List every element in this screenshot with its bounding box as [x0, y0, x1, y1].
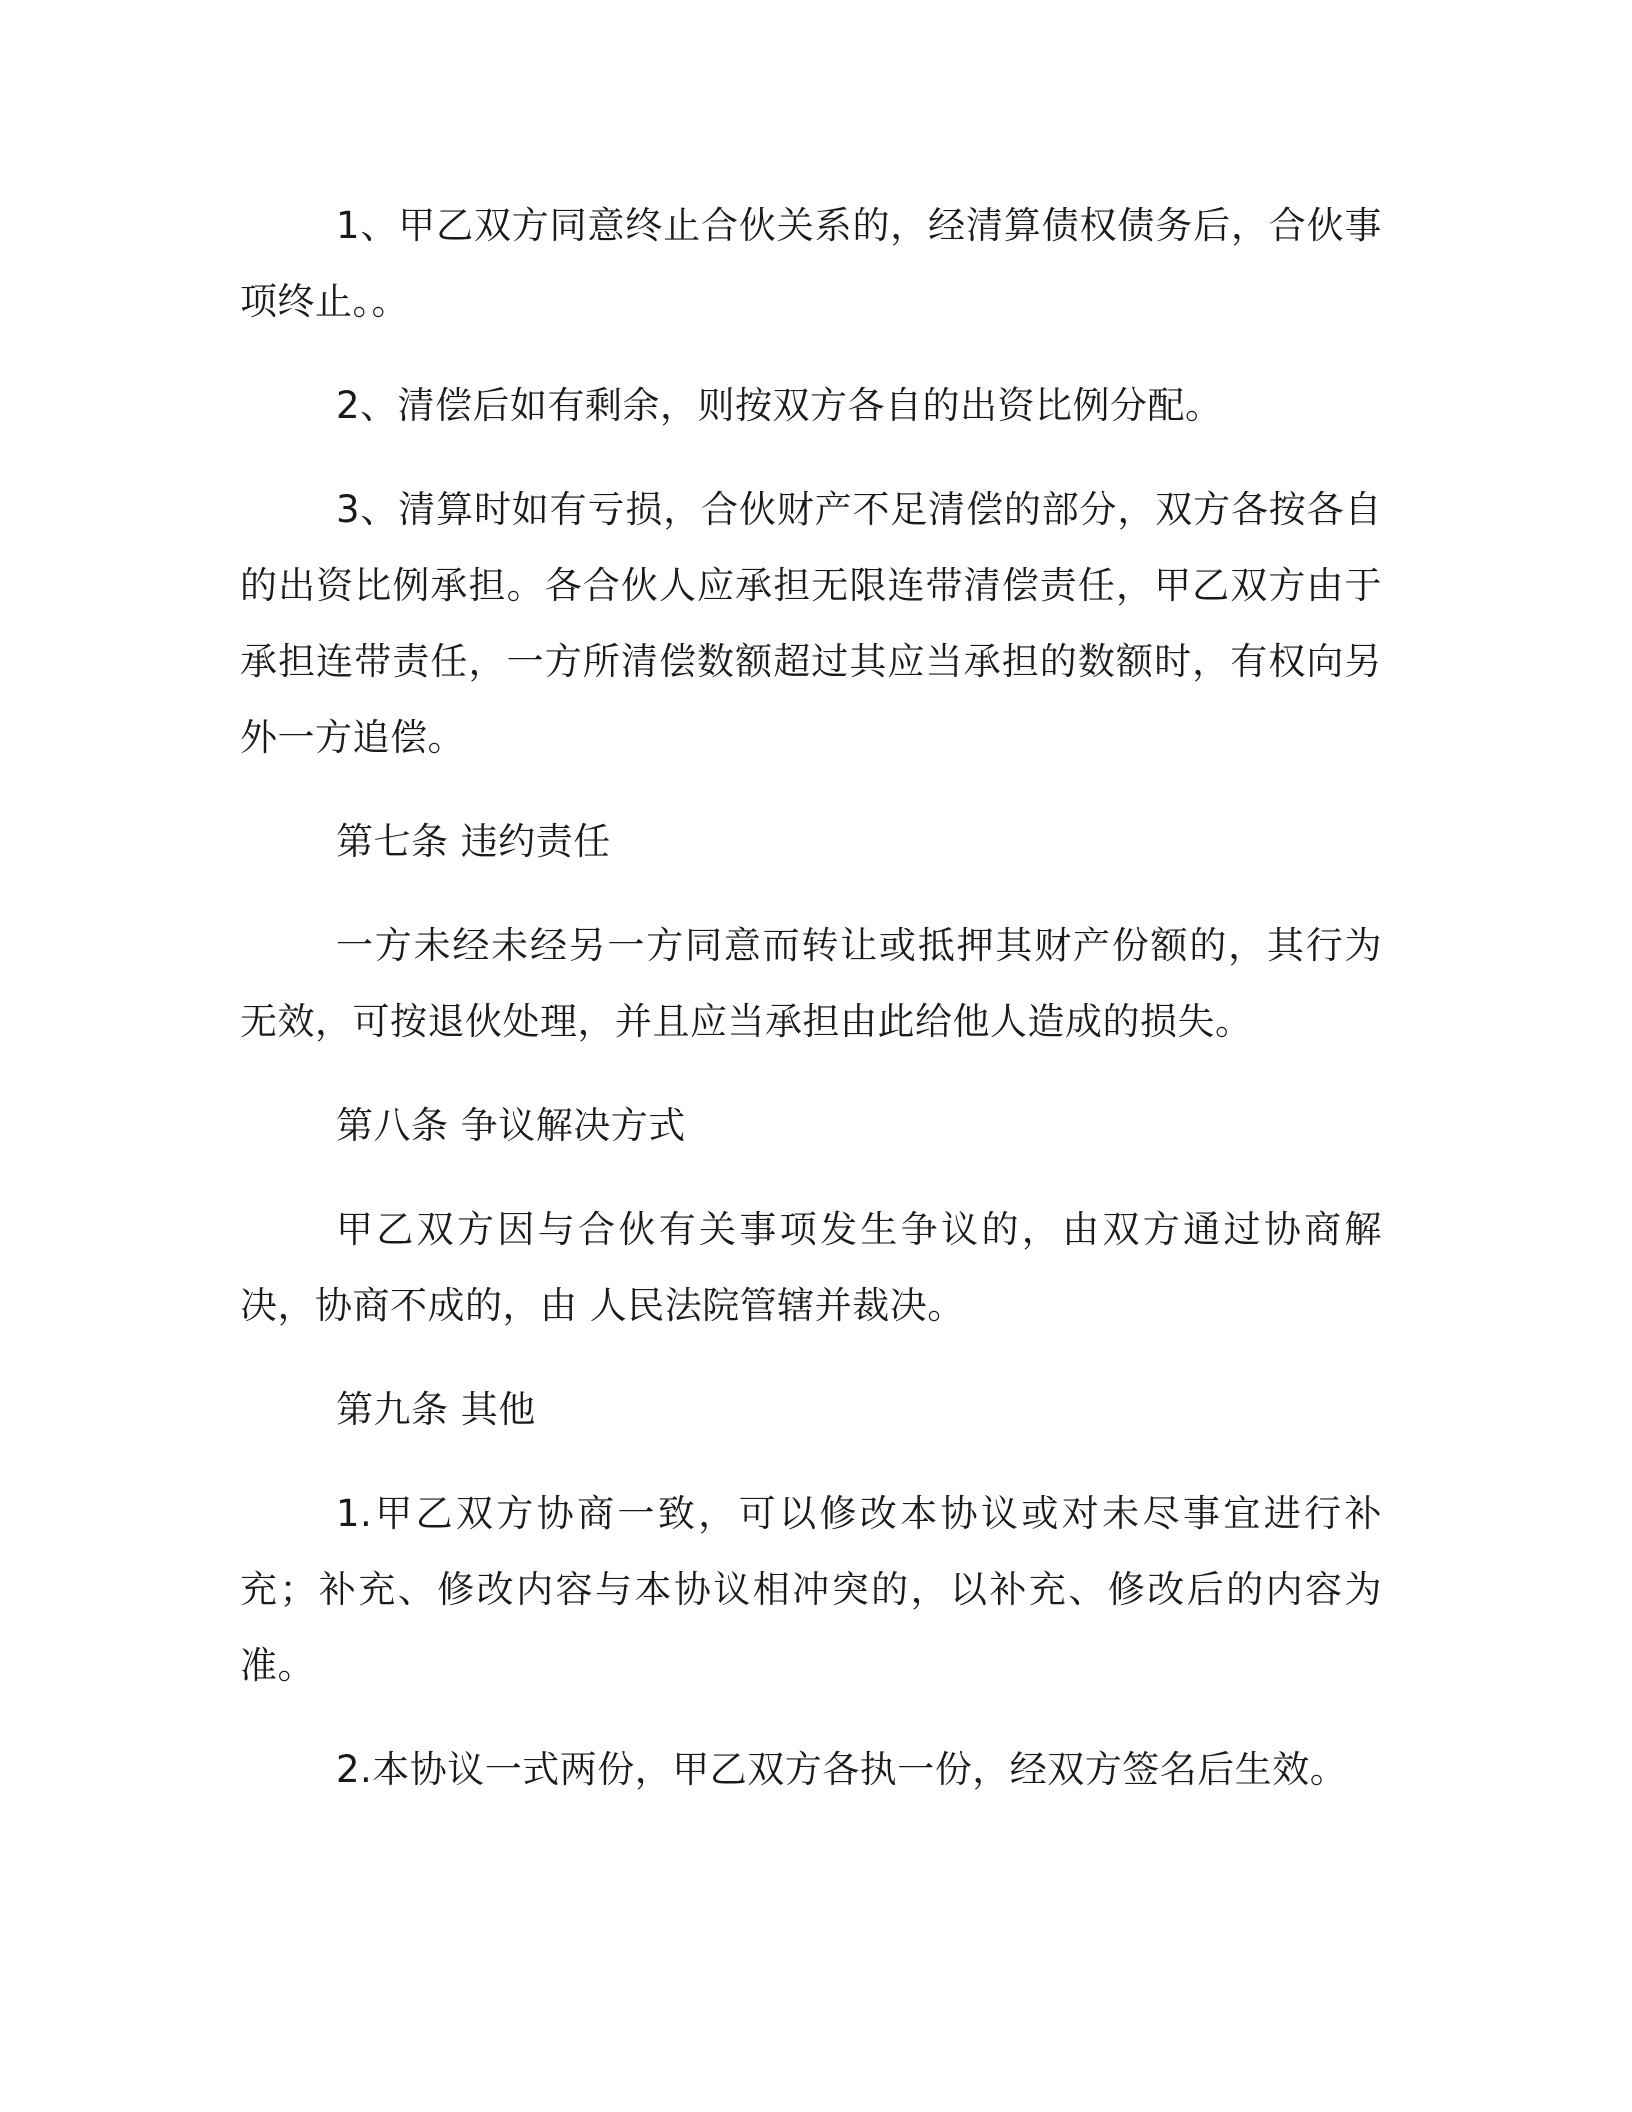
clause-6-item-1: 1、甲乙双方同意终止合伙关系的，经清算债权债务后，合伙事项终止。。 [240, 204, 1382, 323]
clause-8-heading: 第八条 争议解决方式 [336, 1104, 686, 1147]
clause-9-item-2: 2.本协议一式两份，甲乙双方各执一份，经双方签名后生效。 [336, 1748, 1348, 1791]
clause-9-heading: 第九条 其他 [336, 1388, 536, 1431]
clause-8-body: 甲乙双方因与合伙有关事项发生争议的，由双方通过协商解决，协商不成的，由 人民法院管辖并裁决。 [240, 1208, 1382, 1327]
clause-7-body: 一方未经未经另一方同意而转让或抵押其财产份额的，其行为无效，可按退伙处理，并且应当承担由此给他人造成的损失。 [240, 924, 1382, 1043]
clause-6-item-2: 2、清偿后如有剩余，则按双方各自的出资比例分配。 [336, 384, 1223, 427]
document-body [240, 188, 1382, 1836]
clause-7-heading: 第七条 违约责任 [336, 820, 611, 863]
clause-6-item-3: 3、清算时如有亏损，合伙财产不足清偿的部分，双方各按各自的出资比例承担。各合伙人应承担无限连带清偿责任，甲乙双方由于承担连带责任，一方所清偿数额超过其应当承担的数额时，有权向另外一方追偿。 [240, 488, 1382, 759]
clause-9-item-1: 1.甲乙双方协商一致，可以修改本协议或对未尽事宜进行补充；补充、修改内容与本协议相冲突的，以补充、修改后的内容为准。 [240, 1492, 1382, 1687]
